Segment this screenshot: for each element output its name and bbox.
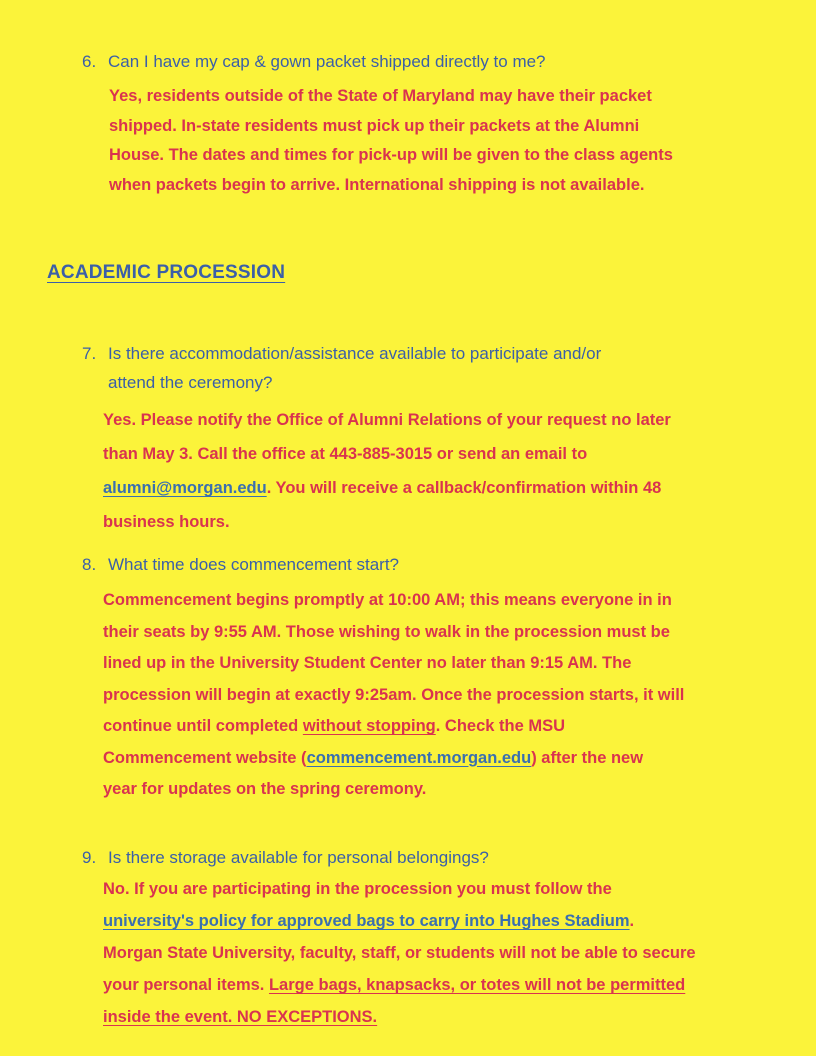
answer-line bbox=[103, 743, 684, 775]
answer-line: shipped. In-state residents must pick up their packets at the Alumni bbox=[109, 116, 640, 135]
faq-answer-6 bbox=[109, 82, 673, 200]
bag-policy-link[interactable]: university's policy for approved bags to carry into Hughes Stadium bbox=[103, 912, 630, 930]
answer-line bbox=[103, 905, 696, 937]
faq-question-7 bbox=[82, 339, 601, 397]
question-number: 8. bbox=[82, 555, 97, 574]
answer-line: House. The dates and times for pick-up will be given to the class agents bbox=[109, 146, 673, 164]
website-link[interactable]: commencement.morgan.edu bbox=[306, 748, 532, 767]
faq-answer-7 bbox=[103, 403, 671, 539]
answer-text: Commencement website ( bbox=[103, 748, 307, 767]
answer-text: . Check the MSU bbox=[435, 717, 566, 735]
answer-line: lined up in the University Student Center no later than 9:15 AM. The bbox=[103, 654, 632, 672]
answer-line bbox=[103, 711, 684, 743]
question-text: Is there storage available for personal belongings? bbox=[108, 848, 489, 867]
emphasis-underlined: Large bags, knapsacks, or totes will not be permitted bbox=[268, 976, 686, 994]
answer-line: Yes, residents outside of the State of Maryland may have their packet bbox=[109, 87, 652, 105]
answer-line bbox=[103, 1001, 696, 1033]
faq-question-6 bbox=[82, 50, 546, 74]
answer-line: than May 3. Call the office at 443-885-3015 or send an email to bbox=[103, 445, 588, 463]
answer-text: ) after the new bbox=[531, 748, 644, 767]
answer-line: No. If you are participating in the procession you must follow the bbox=[103, 880, 612, 898]
question-text: What time does commencement start? bbox=[108, 555, 400, 574]
answer-line: Morgan State University, faculty, staff, or students will not be able to secure bbox=[103, 944, 696, 962]
faq-answer-9 bbox=[103, 873, 696, 1033]
answer-line: Commencement begins promptly at 10:00 AM; this means everyone in in bbox=[103, 591, 672, 609]
question-text: Can I have my cap & gown packet shipped directly to me? bbox=[108, 52, 546, 71]
answer-line: Yes. Please notify the Office of Alumni Relations of your request no later bbox=[103, 411, 671, 429]
answer-line: business hours. bbox=[103, 513, 230, 531]
answer-line bbox=[103, 969, 696, 1001]
email-link[interactable]: alumni@morgan.edu bbox=[103, 479, 267, 497]
section-heading: ACADEMIC PROCESSION bbox=[47, 262, 286, 283]
question-text: attend the ceremony? bbox=[108, 373, 273, 392]
faq-answer-8 bbox=[103, 585, 684, 806]
answer-text: continue until completed bbox=[103, 717, 303, 735]
faq-question-9 bbox=[82, 846, 489, 870]
faq-question-8 bbox=[82, 553, 399, 577]
answer-text: . You will receive a callback/confirmation within 48 bbox=[266, 479, 662, 497]
answer-line: when packets begin to arrive. International shipping is not available. bbox=[109, 175, 645, 194]
answer-line: their seats by 9:55 AM. Those wishing to walk in the procession must be bbox=[103, 622, 670, 641]
question-number: 6. bbox=[82, 52, 97, 71]
answer-line bbox=[103, 471, 671, 505]
answer-line: year for updates on the spring ceremony. bbox=[103, 780, 427, 798]
answer-text: your personal items. bbox=[103, 976, 269, 994]
question-number: 7. bbox=[82, 344, 97, 363]
question-number: 9. bbox=[82, 848, 97, 867]
emphasis-underlined: inside the event. NO EXCEPTIONS. bbox=[103, 1008, 378, 1026]
answer-line: procession will begin at exactly 9:25am. Once the procession starts, it will bbox=[103, 685, 685, 704]
question-text: Is there accommodation/assistance available to participate and/or bbox=[108, 344, 602, 363]
answer-text: . bbox=[629, 912, 635, 930]
emphasis-underlined: without stopping bbox=[302, 717, 436, 735]
